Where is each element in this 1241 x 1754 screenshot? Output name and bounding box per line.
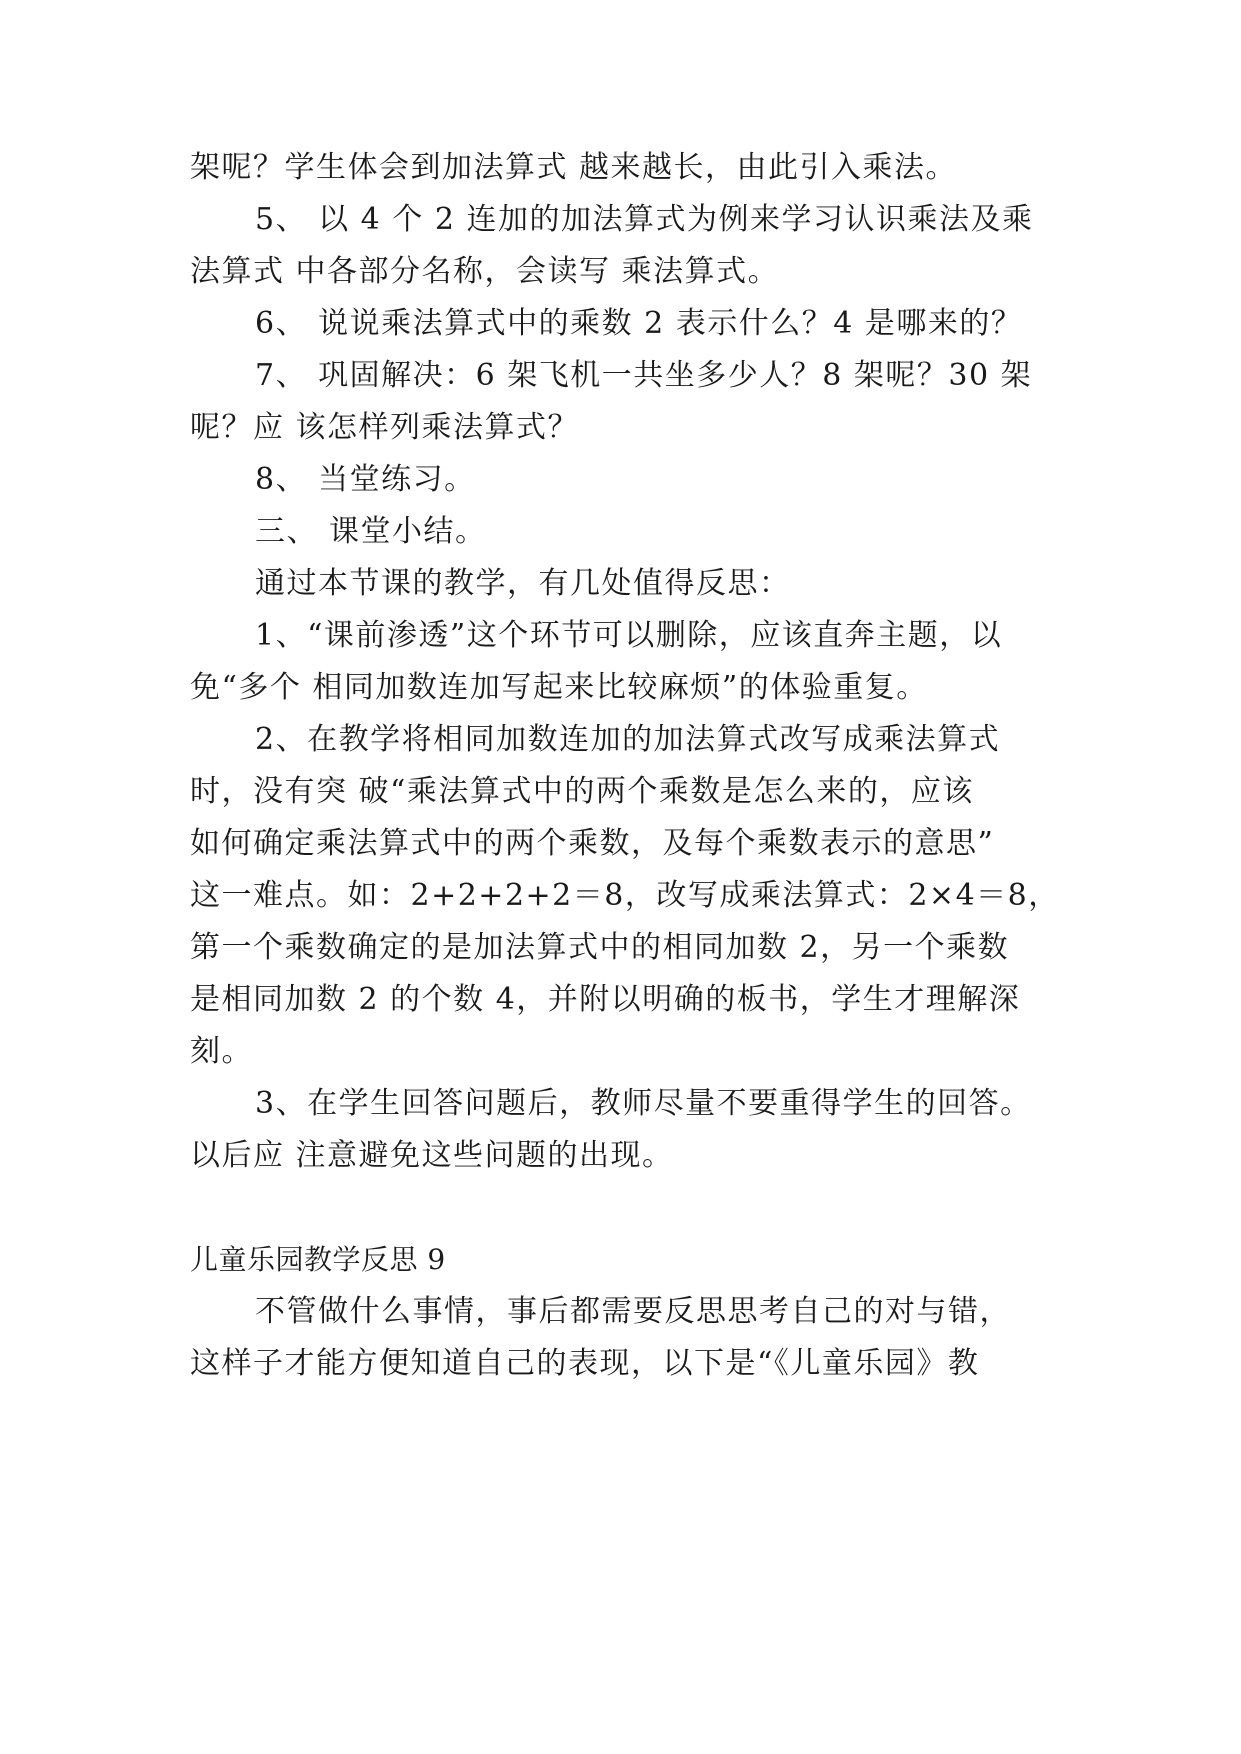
- section-title: 儿童乐园教学反思 9: [190, 1243, 446, 1276]
- paragraph-line: 通过本节课的教学，有几处值得反思：: [255, 566, 791, 601]
- paragraph-line: 是相同加数 2 的个数 4，并附以明确的板书，学生才理解深: [190, 982, 1021, 1017]
- paragraph-line: 呢？应 该怎样列乘法算式？: [190, 410, 580, 445]
- paragraph-line: 7、 巩固解决：6 架飞机一共坐多少人？8 架呢？30 架: [255, 358, 1033, 393]
- paragraph-line: 1、“课前渗透”这个环节可以删除，应该直奔主题，以: [255, 618, 1003, 653]
- paragraph-line: 免“多个 相同加数连加写起来比较麻烦”的体验重复。: [190, 670, 928, 705]
- paragraph-line: 6、 说说乘法算式中的乘数 2 表示什么？4 是哪来的？: [255, 306, 1023, 341]
- paragraph-line: 三、 课堂小结。: [255, 514, 487, 549]
- paragraph-line: 这样子才能方便知道自己的表现，以下是“《儿童乐园》教: [190, 1346, 980, 1381]
- paragraph-line: 第一个乘数确定的是加法算式中的相同加数 2，另一个乘数: [190, 930, 1010, 965]
- paragraph-line: 这一难点。如：2+2+2+2＝8，改写成乘法算式：2×4＝8，: [190, 878, 1060, 913]
- paragraph-line: 5、 以 4 个 2 连加的加法算式为例来学习认识乘法及乘: [255, 202, 1034, 237]
- paragraph-line: 3、在学生回答问题后，教师尽量不要重得学生的回答。: [255, 1086, 1032, 1121]
- paragraph-line: 法算式 中各部分名称，会读写 乘法算式。: [190, 254, 780, 289]
- paragraph-line: 不管做什么事情，事后都需要反思思考自己的对与错，: [255, 1294, 1011, 1329]
- paragraph-line: 8、 当堂练习。: [255, 462, 476, 497]
- paragraph-line: 刻。: [190, 1034, 253, 1069]
- paragraph-line: 如何确定乘法算式中的两个乘数，及每个乘数表示的意思”: [190, 826, 995, 861]
- paragraph-line: 2、在教学将相同加数连加的加法算式改写成乘法算式: [255, 722, 1001, 757]
- paragraph-line: 架呢？学生体会到加法算式 越来越长，由此引入乘法。: [190, 150, 958, 185]
- paragraph-line: 时，没有突 破“乘法算式中的两个乘数是怎么来的，应该: [190, 774, 974, 809]
- paragraph-line: 以后应 注意避免这些问题的出现。: [190, 1138, 674, 1173]
